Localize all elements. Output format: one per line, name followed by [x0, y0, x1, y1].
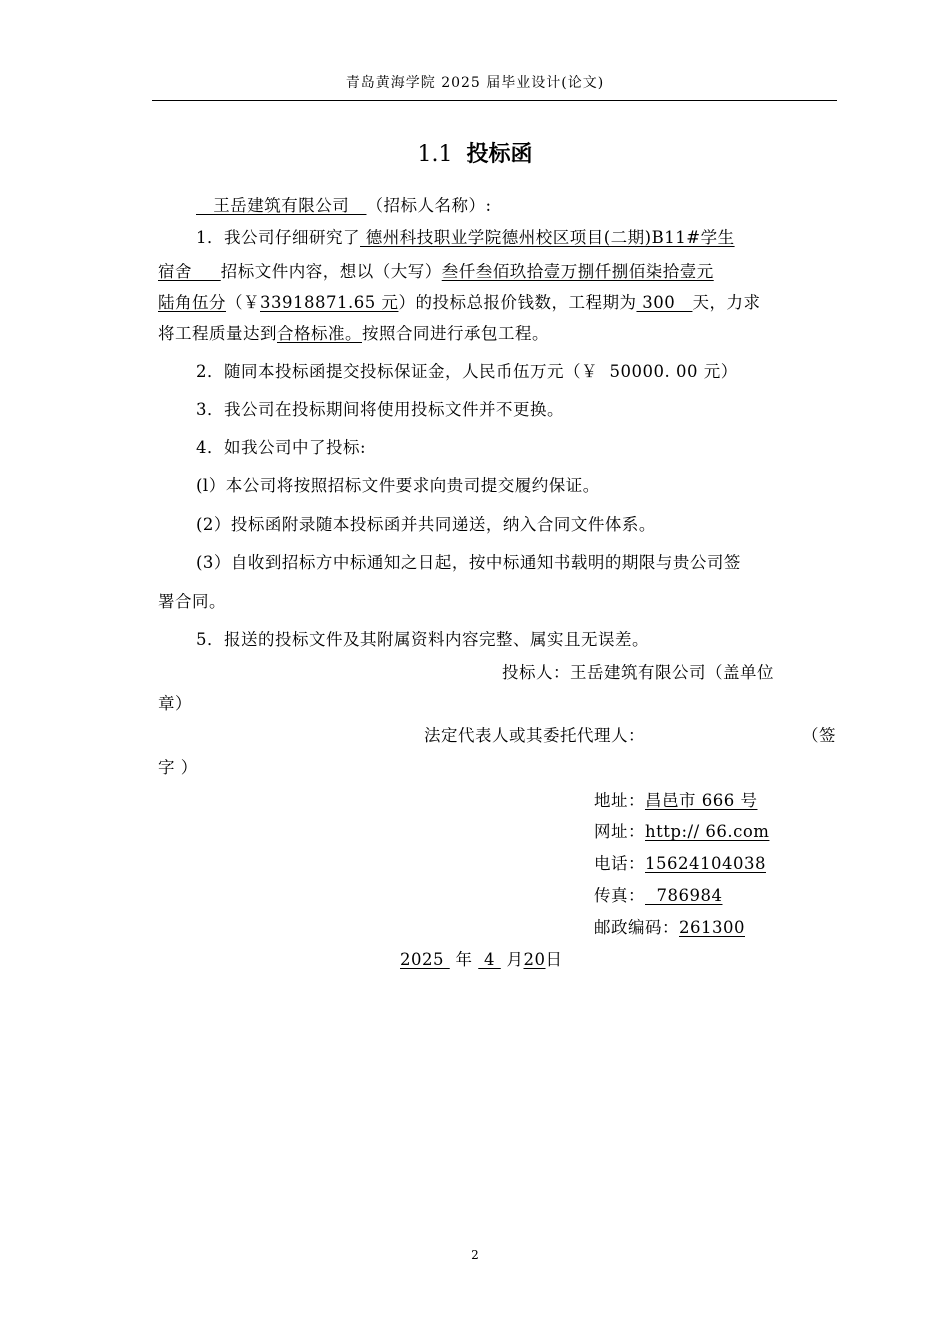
amount-in-words-cont: 陆角伍分: [158, 293, 226, 312]
sub-item-1: (l）本公司将按照招标文件要求向贵司提交履约保证。: [196, 476, 600, 495]
project-name-cont: 宿舍: [158, 262, 221, 281]
amount-in-figures: 33918871.65 元: [260, 293, 399, 312]
tenderer-suffix: （招标人名称）:: [366, 196, 492, 215]
page-number: 2: [471, 1248, 479, 1262]
date-day: 20: [523, 950, 546, 969]
fax-value: 786984: [645, 886, 723, 905]
construction-duration: 300: [636, 293, 693, 312]
item1-line3: 陆角伍分（￥33918871.65 元）的投标总报价钱数，工程期为 300 天，力求: [158, 293, 761, 312]
website-line: 网址：http:// 66.com: [594, 822, 770, 841]
section-title-text: 投标函: [466, 141, 533, 167]
project-name: 德州科技职业学院德州校区项目(二期)B11#学生: [360, 228, 735, 247]
item4: 4．如我公司中了投标:: [196, 438, 367, 457]
section-title: [0, 137, 950, 168]
item2: 2．随同本投标函提交投标保证金，人民币伍万元（￥ 50000. 00 元）: [196, 362, 738, 381]
amount-in-words: 叁仟叁佰玖拾壹万捌仟捌佰柒拾壹元: [441, 262, 714, 281]
bidder-line: 投标人：王岳建筑有限公司（盖单位: [502, 663, 774, 682]
bidder-line-cont: 章）: [158, 694, 192, 713]
postcode-line: 邮政编码：261300: [594, 918, 745, 937]
quality-standard: 合格标准。: [277, 324, 362, 343]
address-value: 昌邑市 666 号: [645, 791, 758, 810]
date-year: 2025: [400, 950, 450, 969]
item1-line1: 1．我公司仔细研究了 德州科技职业学院德州校区项目(二期)B11#学生: [196, 228, 735, 247]
addressee-line: [196, 192, 492, 216]
fax-line: 传真： 786984: [594, 886, 723, 905]
item1-line2: 宿舍 招标文件内容，想以（大写）叁仟叁佰玖拾壹万捌仟捌佰柒拾壹元: [158, 262, 714, 281]
representative-label: 法定代表人或其委托代理人：: [424, 726, 645, 745]
item3: 3．我公司在投标期间将使用投标文件并不更换。: [196, 400, 564, 419]
phone-line: 电话：15624104038: [594, 854, 766, 873]
tenderer-name: 王岳建筑有限公司: [196, 196, 367, 215]
sub-item-2: (2）投标函附录随本投标函并共同递送，纳入合同文件体系。: [196, 515, 656, 534]
header-rule: [152, 100, 837, 101]
signature-note: （签: [802, 726, 836, 745]
phone-value: 15624104038: [645, 854, 766, 873]
date-month: 4: [478, 950, 501, 969]
sub-item-3: (3）自收到招标方中标通知之日起，按中标通知书载明的期限与贵公司签: [196, 553, 741, 572]
item5: 5．报送的投标文件及其附属资料内容完整、属实且无误差。: [196, 630, 649, 649]
date-line: 2025 年 4 月20日: [400, 950, 563, 969]
section-number: 1.1: [417, 142, 453, 167]
page-header: 青岛黄海学院 2025 届毕业设计(论文): [345, 75, 605, 91]
signature-note-cont: 字 ）: [158, 758, 198, 777]
item1-line4: 将工程质量达到合格标准。按照合同进行承包工程。: [158, 324, 549, 343]
sub-item-3-cont: 署合同。: [158, 592, 226, 611]
website-value: http:// 66.com: [645, 822, 770, 841]
postcode-value: 261300: [679, 918, 745, 937]
address-line: 地址：昌邑市 666 号: [594, 791, 758, 810]
